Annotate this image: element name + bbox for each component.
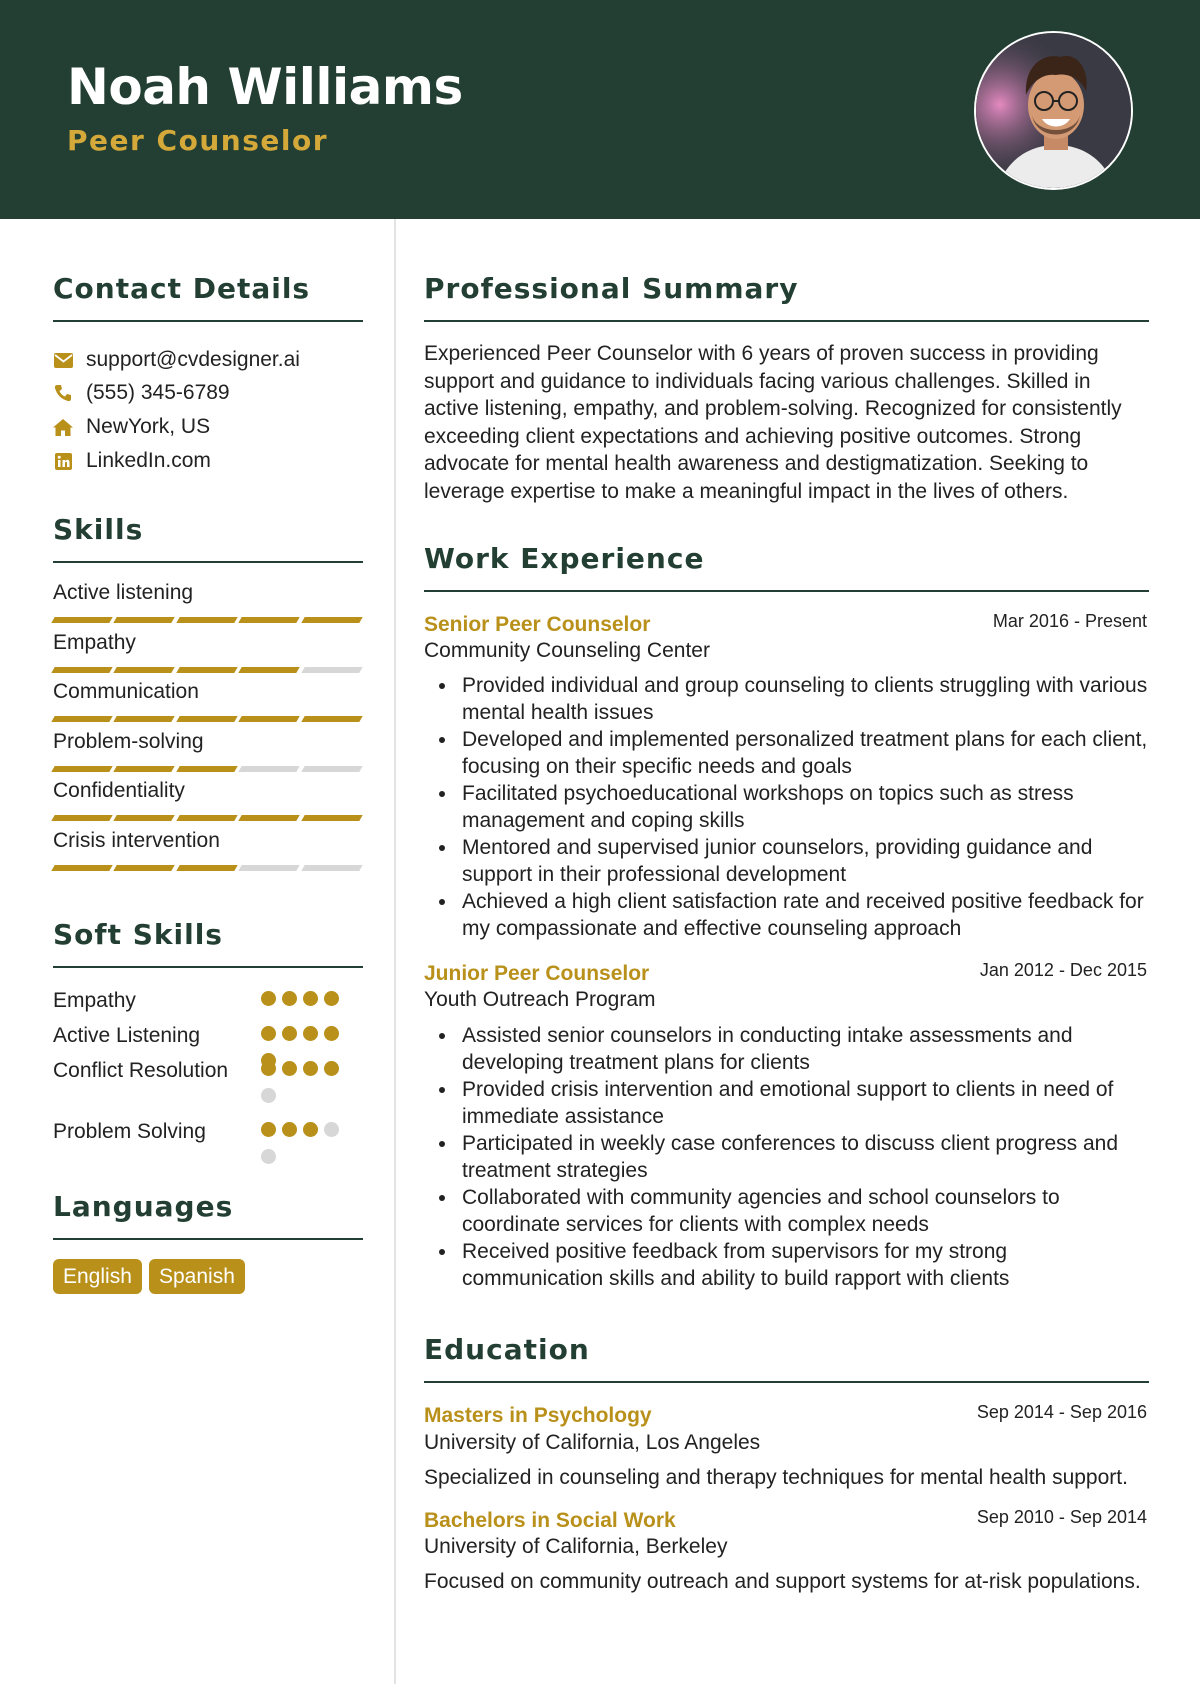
list-item: Received positive feedback from supervisors for my strong communication skills and ability to build rapport with clients	[424, 1238, 1149, 1292]
skill-level-segment	[51, 815, 113, 821]
list-item: Facilitated psychoeducational workshops on topics such as stress management and coping skills	[424, 780, 1149, 834]
skill-level-segment	[114, 667, 176, 673]
skill-level-segment	[238, 716, 300, 722]
contact-rule	[53, 320, 363, 322]
skill-level-segment	[238, 815, 300, 821]
soft-skill-label: Problem Solving	[53, 1120, 206, 1143]
rating-dot	[303, 991, 318, 1006]
list-item: Provided crisis intervention and emotional support to clients in need of immediate assistance	[424, 1076, 1149, 1130]
job-title: Junior Peer Counselor	[424, 962, 650, 985]
candidate-name: Noah Williams	[67, 58, 463, 116]
skill-level-segment	[51, 865, 113, 871]
job-date: Jan 2012 - Dec 2015	[979, 960, 1147, 980]
contact-linkedin[interactable]	[53, 446, 211, 476]
contact-heading: Contact Details	[53, 272, 311, 305]
skill-level-bar	[53, 865, 361, 871]
degree-title: Bachelors in Social Work	[424, 1509, 676, 1532]
job-title: Peer Counselor	[67, 124, 329, 157]
skill-level-segment	[301, 617, 363, 623]
job-title: Senior Peer Counselor	[424, 613, 651, 636]
education-description: Focused on community outreach and support systems for at-risk populations.	[424, 1570, 1141, 1593]
contact-email[interactable]	[53, 345, 300, 375]
skill-level-bar	[53, 815, 361, 821]
list-item: Participated in weekly case conferences to discuss client progress and treatment strategies	[424, 1130, 1149, 1184]
list-item: Mentored and supervised junior counselors, providing guidance and support in their professional development	[424, 834, 1149, 888]
rating-dot	[282, 991, 297, 1006]
education-description: Specialized in counseling and therapy techniques for mental health support.	[424, 1466, 1128, 1489]
skill-level-segment	[51, 716, 113, 722]
rating-dot	[261, 1061, 276, 1076]
skill-level-segment	[238, 667, 300, 673]
job-organization: Community Counseling Center	[424, 639, 710, 662]
skill-label: Problem-solving	[53, 730, 204, 753]
skill-level-segment	[176, 815, 238, 821]
experience-heading: Work Experience	[424, 542, 705, 575]
phone-icon	[53, 383, 73, 403]
skill-label: Confidentiality	[53, 779, 185, 802]
summary-text: Experienced Peer Counselor with 6 years of proven success in providing support and guidance to individuals facing various challenges. Skilled in active listening, empathy, and problem-solving. Recognized for consistently exceeding client expectations and achieving positive outcomes. Strong advocate for mental health awareness and destigmatization. Seeking to leverage expertise to make a meaningful impact in the lives of others.	[424, 342, 1122, 503]
job-date: Mar 2016 - Present	[992, 611, 1147, 631]
profile-photo	[974, 31, 1133, 190]
soft-skill-label: Conflict Resolution	[53, 1059, 229, 1082]
language-badge: English	[53, 1259, 142, 1294]
linkedin-text: LinkedIn.com	[86, 449, 211, 472]
skill-level-segment	[238, 766, 300, 772]
language-badge: Spanish	[149, 1259, 245, 1294]
skill-level-bar	[53, 716, 361, 722]
soft-skills-heading: Soft Skills	[53, 918, 223, 951]
skill-label: Empathy	[53, 631, 136, 654]
rating-dot	[324, 1061, 339, 1076]
skill-label: Crisis intervention	[53, 829, 220, 852]
rating-dot	[303, 1061, 318, 1076]
skill-level-bar	[53, 617, 361, 623]
skill-level-segment	[176, 865, 238, 871]
skill-level-segment	[238, 865, 300, 871]
skill-level-segment	[51, 667, 113, 673]
phone-text: (555) 345-6789	[86, 381, 230, 404]
list-item: Collaborated with community agencies and school counselors to coordinate services for clients with complex needs	[424, 1184, 1149, 1238]
column-divider	[394, 219, 396, 1684]
rating-dot	[282, 1026, 297, 1041]
skill-level-segment	[114, 815, 176, 821]
languages-heading: Languages	[53, 1190, 234, 1223]
list-item: Provided individual and group counseling to clients struggling with various mental health issues	[424, 672, 1149, 726]
job-bullets	[424, 672, 1149, 942]
rating-dot	[282, 1061, 297, 1076]
skill-level-segment	[114, 617, 176, 623]
list-item: Achieved a high client satisfaction rate and received positive feedback for my compassionate and effective counseling approach	[424, 888, 1149, 942]
skill-level-segment	[114, 766, 176, 772]
skill-level-bar	[53, 667, 361, 673]
skill-level-segment	[114, 716, 176, 722]
job-bullets	[424, 1022, 1149, 1292]
skill-level-segment	[51, 617, 113, 623]
skill-level-segment	[301, 667, 363, 673]
summary-heading: Professional Summary	[424, 272, 799, 305]
skill-level-segment	[238, 617, 300, 623]
rating-dot	[261, 991, 276, 1006]
skills-rule	[53, 561, 363, 563]
summary-rule	[424, 320, 1149, 322]
skill-level-bar	[53, 766, 361, 772]
education-heading: Education	[424, 1333, 590, 1366]
rating-dot	[324, 1026, 339, 1041]
skill-level-segment	[301, 865, 363, 871]
skill-level-segment	[176, 617, 238, 623]
header-banner	[0, 0, 1200, 219]
rating-dot	[261, 1088, 276, 1103]
rating-dot	[282, 1122, 297, 1137]
skill-label: Active listening	[53, 581, 194, 604]
soft-skill-label: Active Listening	[53, 1024, 201, 1047]
skill-label: Communication	[53, 680, 199, 703]
school-name: University of California, Los Angeles	[424, 1431, 761, 1454]
soft-skill-label: Empathy	[53, 989, 136, 1012]
contact-location	[53, 412, 210, 442]
soft-skills-rule	[53, 966, 363, 968]
skill-level-segment	[176, 667, 238, 673]
envelope-icon	[53, 350, 73, 370]
skill-level-segment	[51, 766, 113, 772]
education-date: Sep 2014 - Sep 2016	[976, 1402, 1147, 1422]
degree-title: Masters in Psychology	[424, 1404, 652, 1427]
rating-dot	[303, 1026, 318, 1041]
education-date: Sep 2010 - Sep 2014	[976, 1507, 1147, 1527]
rating-dot	[324, 1122, 339, 1137]
skill-level-segment	[301, 815, 363, 821]
rating-dot	[261, 1122, 276, 1137]
rating-dot	[324, 991, 339, 1006]
skill-level-segment	[176, 716, 238, 722]
contact-phone[interactable]	[53, 378, 230, 408]
experience-rule	[424, 590, 1149, 592]
skills-heading: Skills	[53, 513, 144, 546]
skill-level-segment	[301, 766, 363, 772]
list-item: Assisted senior counselors in conducting intake assessments and developing treatment plans for clients	[424, 1022, 1149, 1076]
job-organization: Youth Outreach Program	[424, 988, 656, 1011]
rating-dot	[261, 1026, 276, 1041]
skill-level-segment	[114, 865, 176, 871]
linkedin-icon	[53, 451, 73, 471]
languages-rule	[53, 1238, 363, 1240]
skill-level-segment	[176, 766, 238, 772]
rating-dot	[261, 1149, 276, 1164]
skill-level-segment	[301, 716, 363, 722]
rating-dot	[303, 1122, 318, 1137]
home-icon	[53, 417, 73, 437]
location-text: NewYork, US	[86, 415, 211, 438]
education-rule	[424, 1381, 1149, 1383]
list-item: Developed and implemented personalized treatment plans for each client, focusing on their specific needs and goals	[424, 726, 1149, 780]
email-text: support@cvdesigner.ai	[86, 348, 300, 371]
school-name: University of California, Berkeley	[424, 1535, 728, 1558]
